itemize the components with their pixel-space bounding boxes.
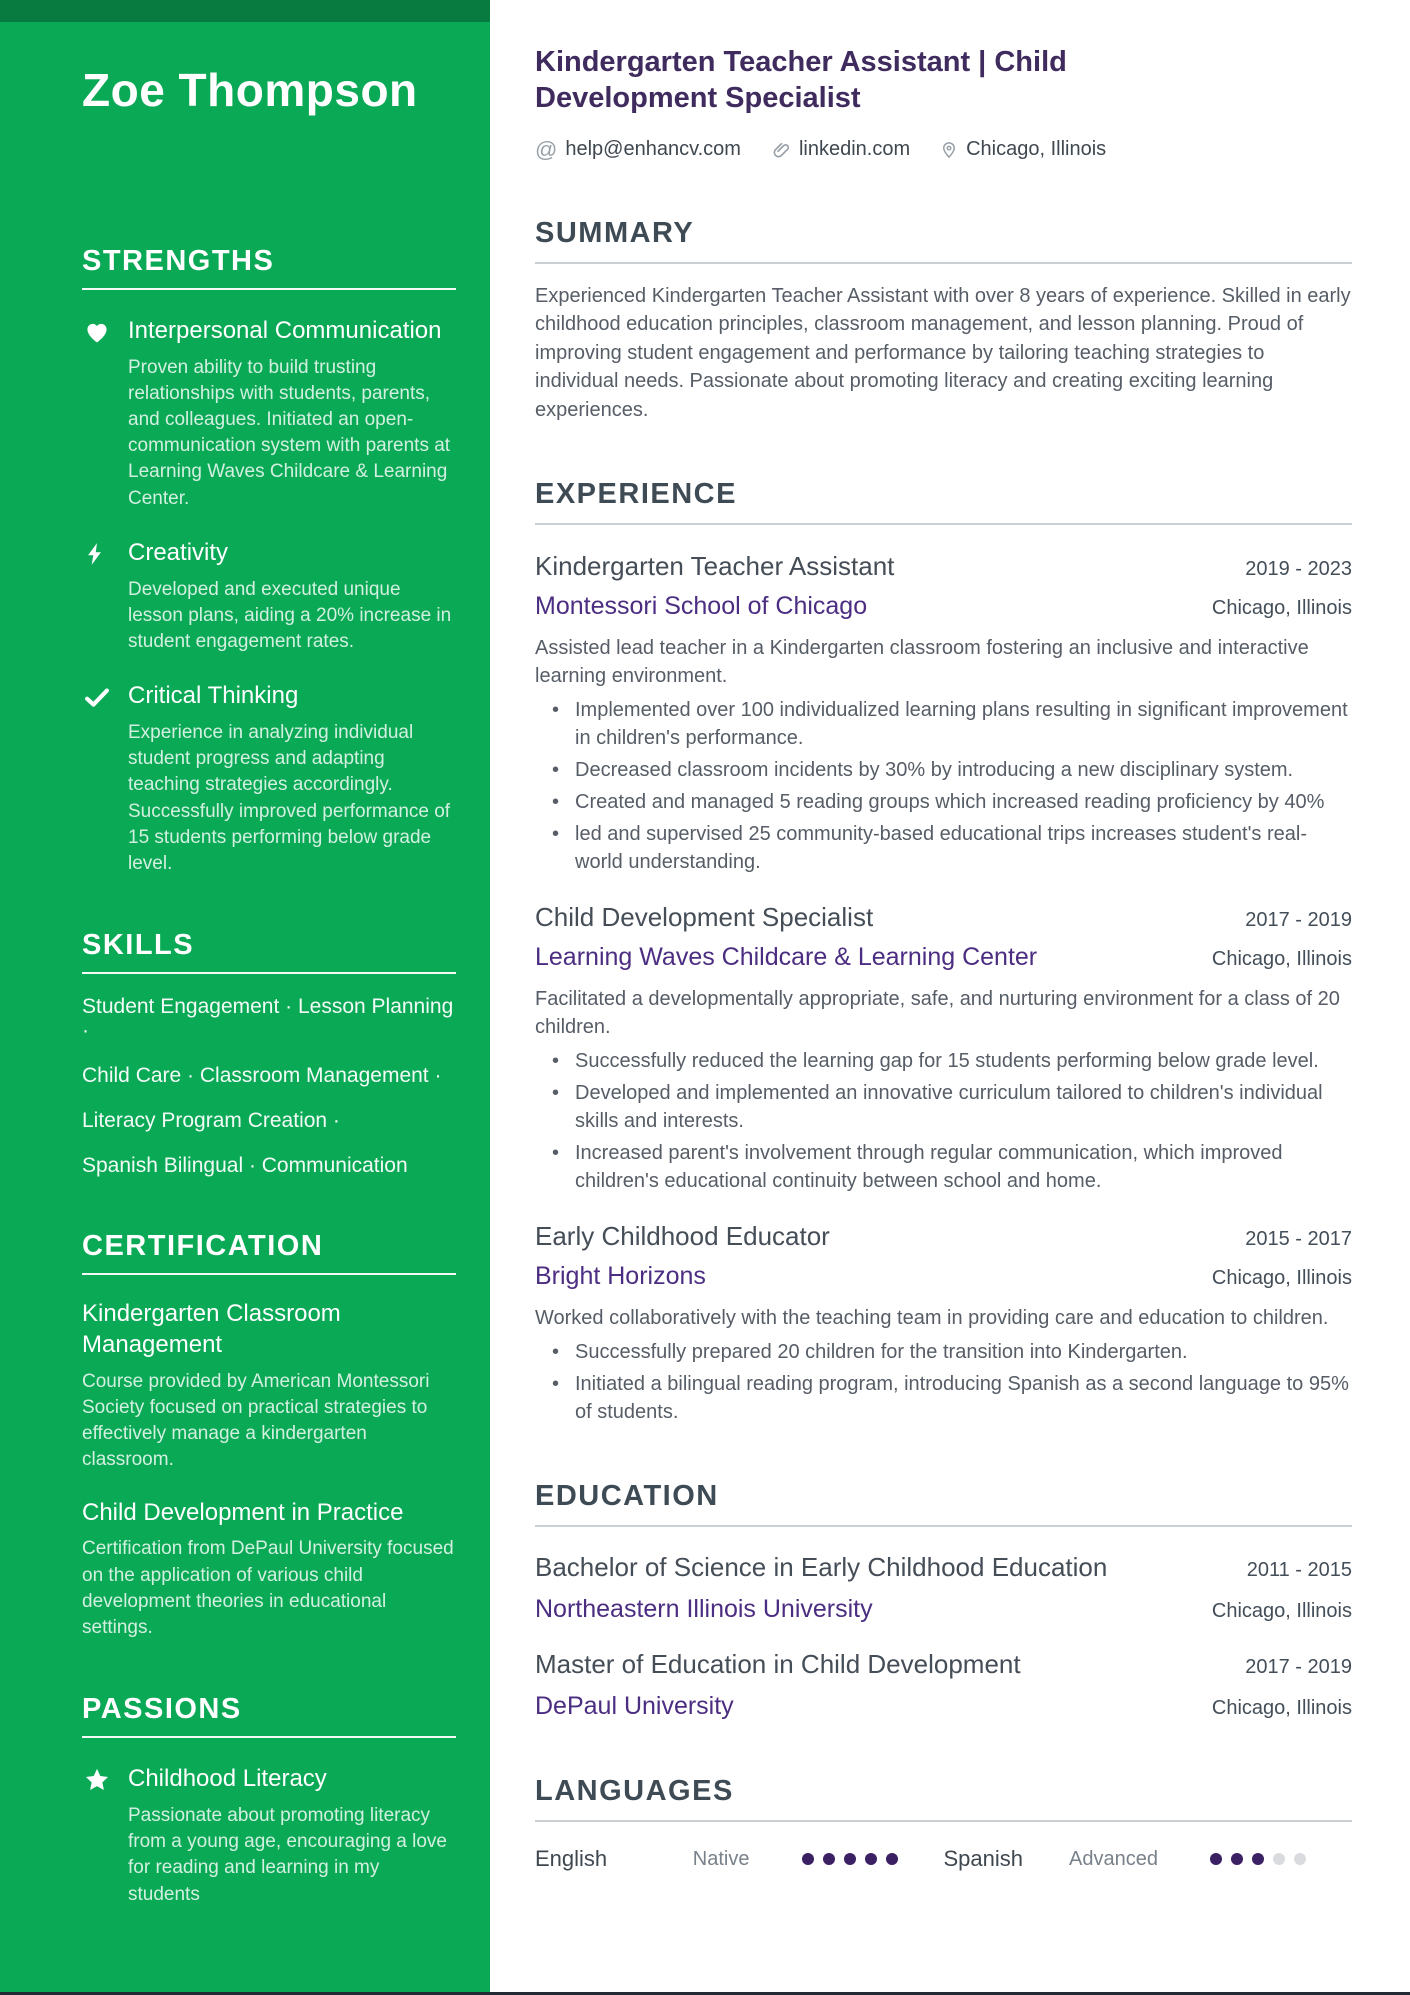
certification-item [82,1498,456,1642]
languages-heading: LANGUAGES [535,1775,1352,1822]
proficiency-dot-filled [1252,1853,1264,1865]
main-column [490,44,1410,1872]
language-proficiency-dots [1210,1853,1306,1865]
certification-title: Child Development in Practice [82,1498,404,1526]
proficiency-dot-filled [802,1853,814,1865]
job-company-row [535,1262,1352,1291]
languages-section [535,1775,1352,1872]
person-name: Zoe Thompson [82,64,418,116]
strength-description: Experience in analyzing individual student progress and adapting teaching strategies accordingly. Successfully improved performance of 15 students performing below grade level. [128,722,451,875]
job-bullet: • Developed and implemented an innovative curriculum tailored to children's individual skills and interests. [535,1079,1352,1135]
passion-description: Passionate about promoting literacy from a young age, encouraging a love for reading and learning in my students [128,1804,447,1905]
strength-body [128,681,456,877]
job-location: Chicago, Illinois [1211,948,1352,971]
email-icon: @ [535,136,558,162]
job-bullet: • Initiated a bilingual reading program, introducing Spanish as a second language to 95% of students. [535,1370,1352,1426]
proficiency-dot-empty [1294,1853,1306,1865]
education-heading: EDUCATION [535,1480,1352,1527]
summary-heading: SUMMARY [535,217,1352,264]
job-bullets [535,1338,1352,1426]
proficiency-dot-filled [1210,1853,1222,1865]
strength-title: Creativity [128,538,229,566]
link-icon [771,140,791,160]
passions-heading: PASSIONS [82,1693,456,1738]
degree-school-row [535,1595,1352,1624]
proficiency-dot-filled [865,1853,877,1865]
sidebar-top-strip [0,0,490,22]
degree-dates: 2017 - 2019 [1245,1656,1352,1679]
strength-title: Interpersonal Communication [128,316,442,344]
strength-item [82,316,456,512]
job-company-row [535,592,1352,621]
skill-line: Literacy Program Creation · [82,1109,340,1133]
job-title-row [535,1221,1352,1252]
job-entry [535,1221,1352,1426]
job-bullet: • Successfully prepared 20 children for the transition into Kindergarten. [535,1338,1352,1366]
strength-title: Critical Thinking [128,682,299,710]
degree-title: Master of Education in Child Development [535,1649,1021,1680]
job-bullet: • Created and managed 5 reading groups which increased reading proficiency by 40% [535,788,1352,816]
job-bullet: • Successfully reduced the learning gap for 15 students performing below grade level. [535,1047,1352,1075]
sidebar-content [0,0,490,1908]
degree-title-row [535,1648,1352,1682]
degree-school-row [535,1692,1352,1721]
certification-heading: CERTIFICATION [82,1230,456,1275]
degree-title-row [535,1551,1352,1585]
strength-description: Developed and executed unique lesson plans, aiding a 20% increase in student engagement rates. [128,578,452,653]
job-bullet: • Decreased classroom incidents by 30% by introducing a new disciplinary system. [535,756,1352,784]
certification-item [82,1299,456,1473]
job-bullet: • led and supervised 25 community-based educational trips increases student's real-world understanding. [535,820,1352,876]
certification-description: Course provided by American Montessori Society focused on practical strategies to effectively manage a kindergarten classroom. [82,1370,430,1471]
job-title-row [535,902,1352,933]
job-bullets [535,696,1352,876]
degree-entry [535,1648,1352,1721]
contact-email-text: help@enhancv.com [565,138,741,160]
company-name: Montessori School of Chicago [535,592,868,621]
passions-section [82,1693,456,1908]
education-section [535,1480,1352,1721]
summary-text: Experienced Kindergarten Teacher Assistant with over 8 years of experience. Skilled in early childhood education principles, classroom management, and lesson planning. Proud of improving student engagement and performance by tailoring teaching strategies to individual needs. Passionate about promoting literacy and creating exciting learning experiences. [535,284,1351,421]
language-name: Spanish [943,1846,1024,1872]
job-dates: 2019 - 2023 [1245,558,1352,581]
job-intro: Assisted lead teacher in a Kindergarten classroom fostering an inclusive and interactive learning environment. [535,637,1309,688]
strength-item [82,681,456,877]
summary-section [535,217,1352,425]
passion-item [82,1764,456,1908]
resume-headline: Kindergarten Teacher Assistant | Child Development Specialist [535,46,1067,115]
contact-linkedin[interactable] [771,138,910,161]
company-name: Learning Waves Childcare & Learning Center [535,943,1038,972]
job-title-row [535,551,1352,582]
school-name: Northeastern Illinois University [535,1595,873,1624]
degree-location: Chicago, Illinois [1211,1697,1352,1720]
language-name: English [535,1846,608,1872]
company-name: Bright Horizons [535,1262,706,1291]
job-intro: Facilitated a developmentally appropriate, safe, and nurturing environment for a class of 20 children. [535,988,1340,1039]
job-location: Chicago, Illinois [1211,597,1352,620]
job-title: Child Development Specialist [535,902,874,933]
contact-email[interactable] [535,137,741,163]
contact-row [535,137,1352,163]
job-dates: 2015 - 2017 [1245,1228,1352,1251]
skills-section [82,929,456,1178]
heart-icon [82,316,128,512]
skill-line: Spanish Bilingual · Communication [82,1154,408,1178]
job-bullet: • Implemented over 100 individualized learning plans resulting in significant improvement in children's performance. [535,696,1352,752]
proficiency-dot-filled [1231,1853,1243,1865]
job-location: Chicago, Illinois [1211,1267,1352,1290]
degree-title: Bachelor of Science in Early Childhood Education [535,1552,1108,1583]
check-icon [82,681,128,877]
skills-list [82,995,456,1178]
job-entry [535,902,1352,1195]
skills-heading: SKILLS [82,929,456,974]
star-icon [82,1764,128,1908]
skill-line: Student Engagement · Lesson Planning · [82,995,454,1043]
job-title: Kindergarten Teacher Assistant [535,551,895,582]
experience-section [535,478,1352,1426]
bolt-icon [82,538,128,655]
language-level: Native [692,1847,750,1870]
proficiency-dot-filled [823,1853,835,1865]
experience-heading: EXPERIENCE [535,478,1352,525]
proficiency-dot-filled [844,1853,856,1865]
job-bullets [535,1047,1352,1195]
strength-description: Proven ability to build trusting relationships with students, parents, and colleagues. Initiated an open-communication system with parents at Learning Waves Childcare & Learning Center. [128,356,451,509]
job-entry [535,551,1352,876]
language-item [535,1846,944,1872]
strengths-section [82,245,456,877]
certification-description: Certification from DePaul University focused on the application of various child development theories in educational settings. [82,1538,454,1639]
job-bullet: • Increased parent's involvement through regular communication, which improved children's educational continuity between school and home. [535,1139,1352,1195]
degree-entry [535,1551,1352,1624]
languages-row [535,1846,1352,1872]
language-level: Advanced [1069,1847,1158,1870]
strength-body [128,316,456,512]
strength-item [82,538,456,655]
school-name: DePaul University [535,1692,734,1721]
degree-location: Chicago, Illinois [1211,1600,1352,1623]
proficiency-dot-empty [1273,1853,1285,1865]
skill-line: Child Care · Classroom Management · [82,1064,442,1088]
strength-body [128,538,456,655]
job-dates: 2017 - 2019 [1245,909,1352,932]
language-item [944,1846,1353,1872]
contact-location-text: Chicago, Illinois [966,138,1107,160]
proficiency-dot-filled [886,1853,898,1865]
language-proficiency-dots [802,1853,898,1865]
degree-dates: 2011 - 2015 [1246,1559,1352,1582]
sidebar [0,0,490,1995]
certification-section [82,1230,456,1641]
certification-title: Kindergarten Classroom Management [82,1300,341,1359]
contact-linkedin-text: linkedin.com [798,138,911,160]
job-company-row [535,943,1352,972]
job-intro: Worked collaboratively with the teaching team in providing care and education to children. [535,1307,1329,1330]
job-title: Early Childhood Educator [535,1221,830,1252]
contact-location [940,138,1106,161]
location-pin-icon [940,140,958,160]
passion-title: Childhood Literacy [128,1765,327,1793]
passion-body [128,1764,456,1908]
strengths-heading: STRENGTHS [82,245,456,290]
